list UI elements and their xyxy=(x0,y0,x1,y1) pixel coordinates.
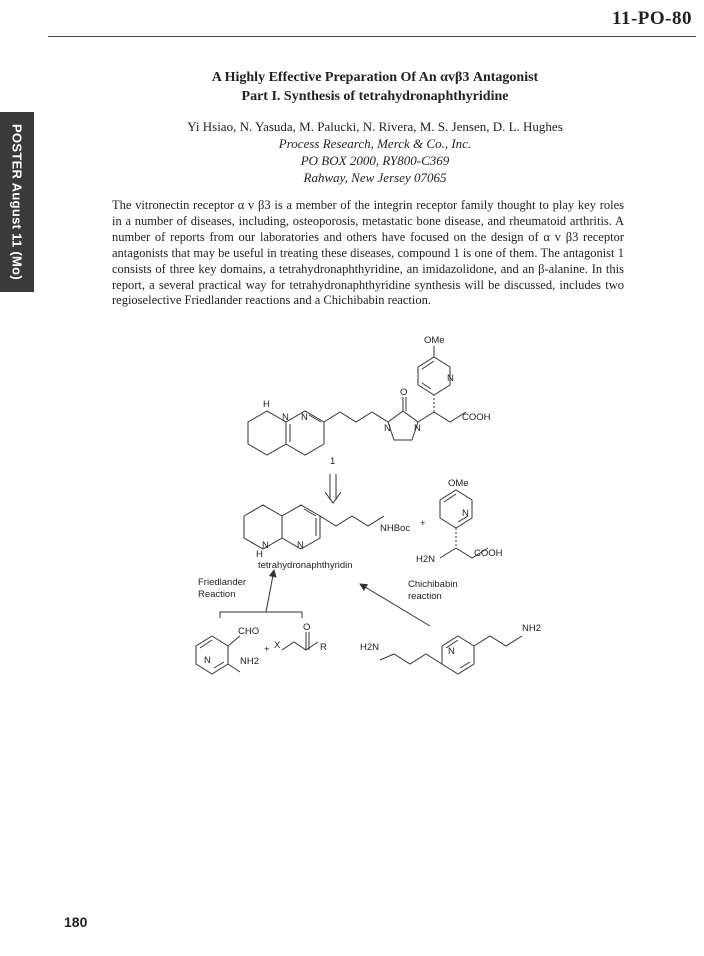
poster-code: 11-PO-80 xyxy=(612,8,692,29)
compound-1-label: 1 xyxy=(330,456,336,467)
aldehyde-o-label: O xyxy=(303,622,311,633)
title-line-1: A Highly Effective Preparation Of An αvβ3 Antagonist xyxy=(211,70,539,85)
int-nhboc-label: NHBoc xyxy=(380,523,411,534)
aldehyde-cho-label: CHO xyxy=(238,626,260,637)
aldehyde-nh2-label: NH2 xyxy=(240,656,260,667)
c1-ring-n-label: N xyxy=(301,412,308,423)
int-name-label: tetrahydronaphthyridin xyxy=(258,560,353,571)
aldehyde-r-label: R xyxy=(320,642,327,653)
page-number: 180 xyxy=(64,914,88,930)
ba-ome-label: OMe xyxy=(448,478,469,489)
aldehyde-plus-label: + xyxy=(264,644,270,655)
friedlander-bracket xyxy=(220,612,302,618)
aldehyde-x-label: X xyxy=(274,640,281,651)
address-line-1: PO BOX 2000, RY800-C369 xyxy=(300,153,450,168)
c1-ome-label: OMe xyxy=(424,335,445,346)
c1-n2-label: N xyxy=(414,423,421,434)
title-line-2: Part I. Synthesis of tetrahydronaphthyridine xyxy=(241,89,509,104)
diamine-n-label: N xyxy=(448,646,455,657)
c1-o-label: O xyxy=(400,387,408,398)
int-h-label: H xyxy=(256,549,263,560)
affiliation: Process Research, Merck & Co., Inc. xyxy=(278,136,472,151)
chichibabin-label-1: Chichibabin xyxy=(408,579,458,590)
c1-pyr-n-label: N xyxy=(447,373,454,384)
address-line-2: Rahway, New Jersey 07065 xyxy=(303,170,447,185)
chichibabin-label-2: reaction xyxy=(408,591,442,602)
diamine-pyridine-ring xyxy=(442,636,474,674)
ba-h2n-label: H2N xyxy=(416,554,436,565)
c1-nh-n-label: N xyxy=(282,412,289,423)
c1-cooh-label: COOH xyxy=(462,412,491,423)
friedlander-label-2: Reaction xyxy=(198,589,236,600)
c1-methoxypyridine xyxy=(418,357,450,395)
aldehyde-n-label: N xyxy=(204,655,211,666)
aminopyridine-ring xyxy=(196,636,228,674)
author-names: Yi Hsiao, N. Yasuda, M. Palucki, N. Rivera, M. S. Jensen, D. L. Hughes xyxy=(187,119,563,134)
diamine-h2n-label: H2N xyxy=(360,642,380,653)
diamine-nh2-label: NH2 xyxy=(522,623,542,634)
c1-nh-h-label: H xyxy=(263,399,270,410)
c1-n1-label: N xyxy=(384,423,391,434)
abstract: The vitronectin receptor α v β3 is a member of the integrin receptor family thought to play key roles in a number of diseases, including, osteoporosis, metastatic bone disease, and rheumatoid arthritis. A number of reports from our laboratories and others have focused on the design of α v β3 receptor antagonists that may be useful in treating these diseases, compound 1 is one of them. The antagonist 1 consists of three key domains, a tetrahydronaphthyridine, an imidazolidone, and an β-alanine. In this report, a several practical way for tetrahydronaphthyridine synthesis will be discussed, includes two regioselective Friedlander reactions and a Chichibabin reaction. xyxy=(112,198,624,308)
side-tab-label: POSTER August 11 (Mo) xyxy=(9,123,25,281)
friedlander-label-1: Friedlander xyxy=(198,577,247,588)
c1-saturated-ring xyxy=(248,411,286,455)
c1-propyl-chain xyxy=(324,412,388,422)
int-n2-label: N xyxy=(297,540,304,551)
ba-cooh-label: COOH xyxy=(474,548,503,559)
int-plus-label: + xyxy=(420,518,426,529)
int-n1-label: N xyxy=(262,540,269,551)
ba-n-label: N xyxy=(462,508,469,519)
